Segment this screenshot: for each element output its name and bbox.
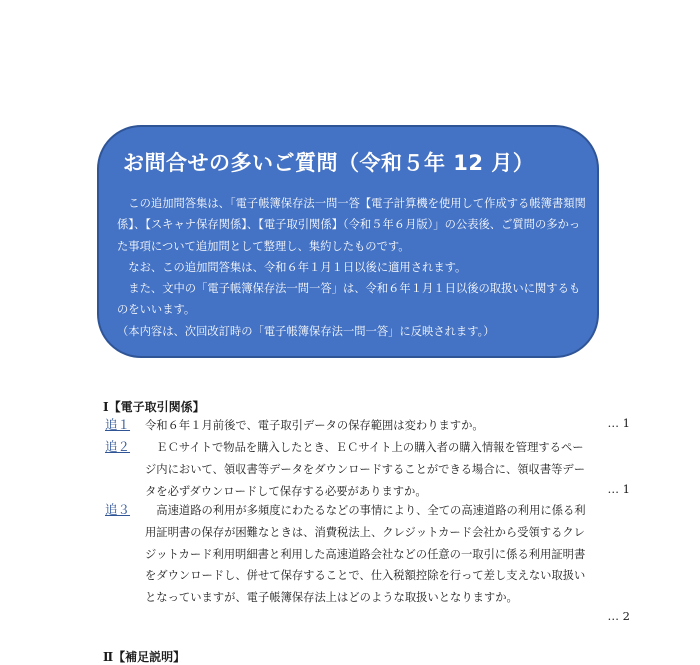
toc-page-3: … 2 [607, 609, 630, 623]
toc-question-2: ＥＣサイトで物品を購入したとき、ＥＣサイト上の購入者の購入情報を管理するページ内において、領収書等データをダウンロードすることができる場合に、領収書等データを必ずダウンロードして保存する必要がありますか。 [145, 441, 586, 498]
banner-body [117, 193, 587, 342]
toc-link-2[interactable]: 追２ [105, 439, 131, 454]
toc-page-1: … 1 [607, 416, 630, 430]
toc-item-1 [105, 415, 630, 437]
toc-page-2: … 1 [607, 482, 630, 496]
section-heading-supplementary: Ⅱ【補足説明】 [103, 650, 186, 664]
toc-item-3 [105, 500, 630, 632]
banner-paragraph-reference: また、文中の「電子帳簿保存法一問一答」は、令和６年１月１日以後の取扱いに関するものをいいます。 [117, 282, 581, 317]
banner-paragraph-effective-date: なお、この追加問答集は、令和６年１月１日以後に適用されます。 [128, 260, 467, 274]
toc-question-1: 令和６年１月前後で、電子取引データの保存範囲は変わりますか。 [145, 419, 484, 432]
banner-title: お問合せの多いご質問（令和５年 12 月） [123, 151, 535, 175]
toc-question-3: 高速道路の利用が多頻度にわたるなどの事情により、全ての高速道路の利用に係る利用証明書の保存が困難なときは、消費税法上、クレジットカード会社から受領するクレジットカード利用明細書と利用した高速道路会社などの任意の一取引に係る利用証明書をダウンロードし、併せて保存することで、仕入税額控除を行って差し支えない取扱いとなっていますが、電子帳簿保存法上はどのような取扱いとなりますか。 [145, 504, 586, 605]
toc-link-3[interactable]: 追３ [105, 502, 131, 517]
toc-item-2 [105, 437, 630, 503]
banner-paragraph-note: （本内容は、次回改訂時の「電子帳簿保存法一問一答」に反映されます。） [117, 324, 495, 338]
toc-link-1[interactable]: 追１ [105, 417, 131, 432]
section-heading-electronic-transactions: Ⅰ【電子取引関係】 [103, 400, 205, 414]
summary-banner [97, 125, 599, 358]
banner-paragraph-intro: この追加問答集は、「電子帳簿保存法一問一答【電子計算機を使用して作成する帳簿書類関係】、【スキャナ保存関係】、【電子取引関係】（令和５年６月版）」の公表後、ご質問の多かった事項について追加問として整理し、集約したものです。 [117, 197, 586, 253]
